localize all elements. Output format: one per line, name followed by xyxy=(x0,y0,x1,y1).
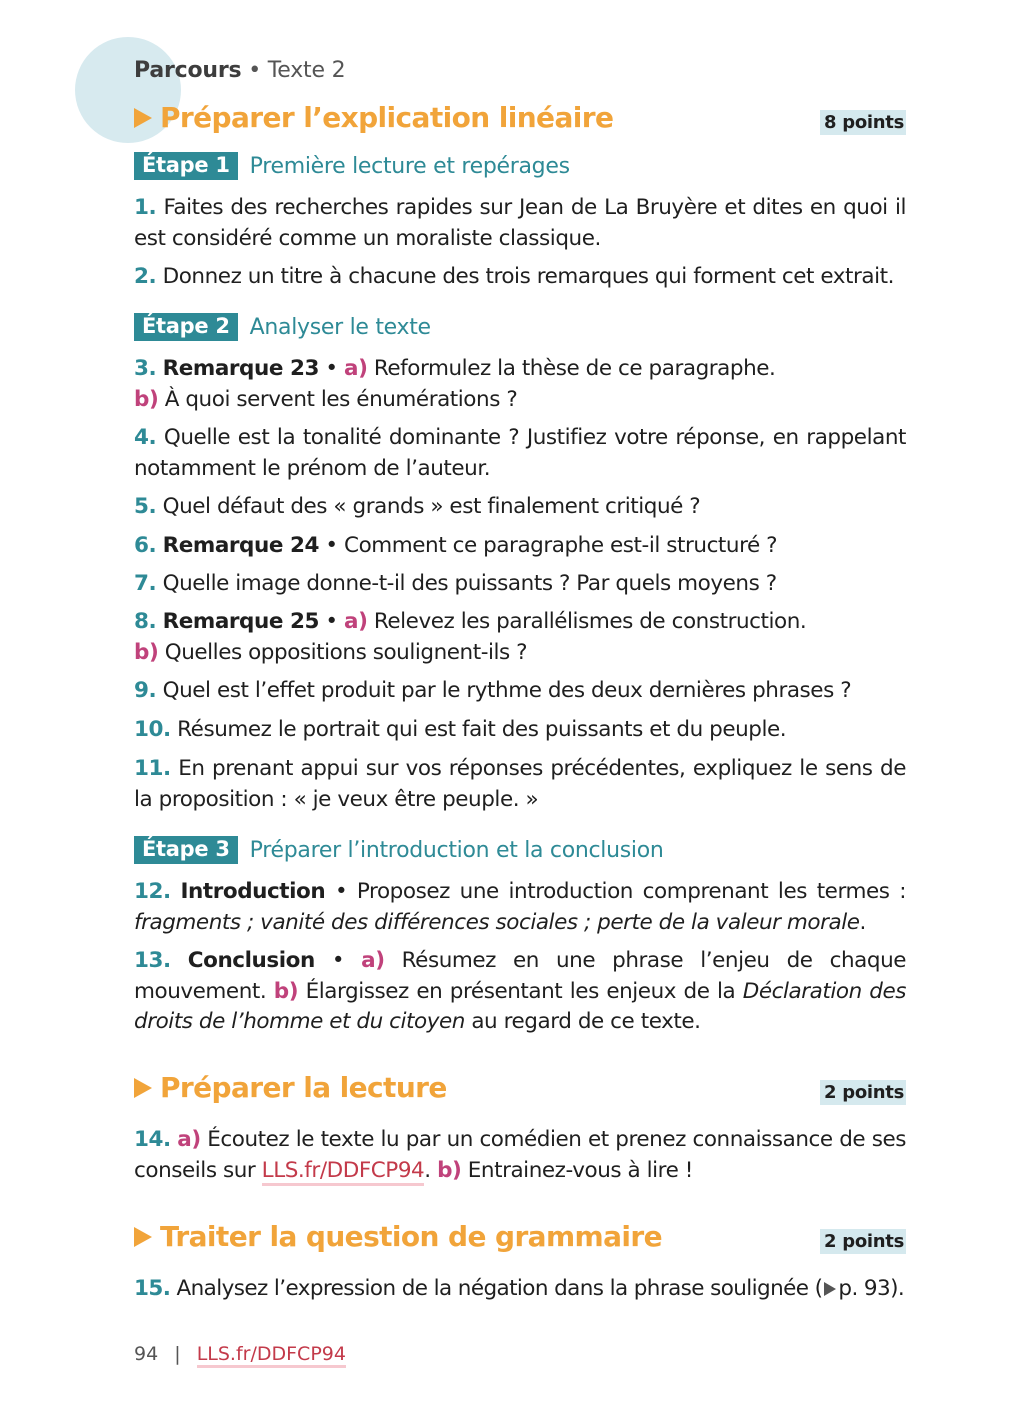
etape-badge: Étape 1 xyxy=(134,152,238,180)
sub-b-text: À quoi servent les énumérations ? xyxy=(164,386,518,412)
sub-b-text: Quelles oppositions soulignent-ils ? xyxy=(164,639,528,665)
separator: • xyxy=(334,879,348,904)
closing: ). xyxy=(890,1276,905,1301)
etape-2 xyxy=(134,313,431,341)
sub-a: a) xyxy=(177,1127,201,1152)
period: . xyxy=(859,909,866,935)
question-9 xyxy=(134,676,906,707)
page-number: 94 xyxy=(134,1343,159,1365)
sub-b: b) xyxy=(134,639,159,665)
question-text: Proposez une introduction comprenant les termes : xyxy=(356,879,907,904)
triangle-icon xyxy=(134,1078,152,1098)
section-title-text: Préparer l’explication linéaire xyxy=(160,101,614,134)
sub-b: b) xyxy=(134,386,159,412)
question-text: Résumez le portrait qui est fait des puissants et du peuple. xyxy=(177,717,787,742)
question-3 xyxy=(134,354,906,415)
triangle-icon xyxy=(134,108,152,128)
lls-link[interactable]: LLS.fr/DDFCP94 xyxy=(262,1158,425,1186)
question-number: 7. xyxy=(134,571,157,596)
period: . xyxy=(424,1157,431,1183)
question-5 xyxy=(134,492,906,523)
question-text: Comment ce paragraphe est-il structuré ? xyxy=(344,533,778,558)
points-badge: 2 points xyxy=(820,1229,906,1254)
question-4 xyxy=(134,423,906,484)
section-title-grammaire xyxy=(134,1220,662,1253)
question-text: Quel défaut des « grands » est finalement critiqué ? xyxy=(162,494,701,519)
question-label: Introduction xyxy=(180,879,326,904)
question-8 xyxy=(134,607,906,668)
page-header xyxy=(134,58,345,83)
question-number: 8. xyxy=(134,609,157,634)
question-text: Donnez un titre à chacune des trois remarques qui forment cet extrait. xyxy=(162,264,895,289)
separator: • xyxy=(325,533,338,558)
section-title-lecture xyxy=(134,1071,447,1104)
sub-b-text: Élargissez en présentant les enjeux de la xyxy=(305,978,736,1004)
question-text: En prenant appui sur vos réponses précédentes, expliquez le sens de la proposition : « je veux être peuple. » xyxy=(134,756,907,812)
question-number: 2. xyxy=(134,264,157,289)
separator: • xyxy=(325,609,338,634)
sub-a-text: Reformulez la thèse de ce paragraphe. xyxy=(373,356,776,381)
sub-a: a) xyxy=(344,609,368,634)
question-text: Quel est l’effet produit par le rythme des deux dernières phrases ? xyxy=(162,678,852,703)
etape-3 xyxy=(134,836,664,864)
footer-link[interactable]: LLS.fr/DDFCP94 xyxy=(197,1343,346,1368)
separator: • xyxy=(325,356,338,381)
section-title-text: Préparer la lecture xyxy=(160,1071,447,1104)
header-bullet: • xyxy=(248,58,261,83)
etape-title: Analyser le texte xyxy=(249,314,431,340)
footer-separator: | xyxy=(174,1343,181,1365)
question-label: Remarque 23 xyxy=(162,356,320,381)
sub-a-text: Écoutez le texte lu par un comédien et prenez connaissance de ses conseils sur xyxy=(134,1127,906,1183)
question-text: Quelle est la tonalité dominante ? Justifiez votre réponse, en rappelant notamment le prénom de l’auteur. xyxy=(134,425,906,481)
question-1 xyxy=(134,193,906,254)
question-text: Quelle image donne-t-il des puissants ? Par quels moyens ? xyxy=(162,571,777,596)
sub-b-text-end: au regard de ce texte. xyxy=(471,1009,701,1034)
question-number: 14. xyxy=(134,1127,171,1152)
sub-a: a) xyxy=(361,948,385,973)
page-reference[interactable]: p. 93 xyxy=(838,1276,891,1301)
section-title-explication xyxy=(134,101,613,134)
question-number: 11. xyxy=(134,756,171,781)
sub-b: b) xyxy=(273,978,299,1004)
question-number: 3. xyxy=(134,356,157,381)
question-15 xyxy=(134,1274,906,1305)
question-12 xyxy=(134,877,906,938)
question-6 xyxy=(134,531,906,562)
header-text: Texte 2 xyxy=(267,58,346,83)
question-terms: fragments ; vanité des différences sociales ; perte de la valeur morale xyxy=(134,909,860,935)
question-number: 10. xyxy=(134,717,171,742)
question-number: 9. xyxy=(134,678,157,703)
question-number: 1. xyxy=(134,195,157,220)
separator: • xyxy=(331,948,345,973)
etape-title: Préparer l’introduction et la conclusion xyxy=(249,837,664,863)
question-number: 12. xyxy=(134,879,171,904)
question-number: 6. xyxy=(134,533,157,558)
question-label: Conclusion xyxy=(187,948,315,973)
question-10 xyxy=(134,715,906,746)
question-11 xyxy=(134,754,906,815)
question-7 xyxy=(134,569,906,600)
etape-badge: Étape 2 xyxy=(134,313,238,341)
triangle-icon xyxy=(134,1227,152,1247)
header-section: Parcours xyxy=(134,58,242,83)
question-label: Remarque 24 xyxy=(162,533,320,558)
section-title-text: Traiter la question de grammaire xyxy=(160,1220,662,1253)
question-text: Analysez l’expression de la négation dans la phrase soulignée ( xyxy=(176,1276,823,1301)
question-text: Faites des recherches rapides sur Jean de La Bruyère et dites en quoi il est considéré comme un moraliste classique. xyxy=(134,195,906,251)
points-badge: 8 points xyxy=(820,110,906,135)
question-number: 15. xyxy=(134,1276,171,1301)
sub-b-title: Déclaration des droits de l’homme et du citoyen xyxy=(134,978,907,1034)
question-number: 5. xyxy=(134,494,157,519)
page-ref-arrow-icon xyxy=(824,1282,836,1296)
points-badge: 2 points xyxy=(820,1080,906,1105)
sub-a-text: Résumez en une phrase l’enjeu de chaque mouvement. xyxy=(134,948,907,1004)
sub-a: a) xyxy=(344,356,368,381)
etape-1 xyxy=(134,152,570,180)
sub-a-text: Relevez les parallélismes de construction. xyxy=(373,609,807,634)
question-number: 13. xyxy=(134,948,171,973)
etape-badge: Étape 3 xyxy=(134,836,238,864)
sub-b-text: Entrainez-vous à lire ! xyxy=(467,1157,693,1183)
question-number: 4. xyxy=(134,425,157,450)
question-14 xyxy=(134,1125,906,1186)
question-13 xyxy=(134,946,906,1038)
question-2 xyxy=(134,262,906,293)
question-label: Remarque 25 xyxy=(162,609,320,634)
etape-title: Première lecture et repérages xyxy=(249,153,570,179)
sub-b: b) xyxy=(437,1157,462,1183)
footer xyxy=(134,1343,346,1365)
